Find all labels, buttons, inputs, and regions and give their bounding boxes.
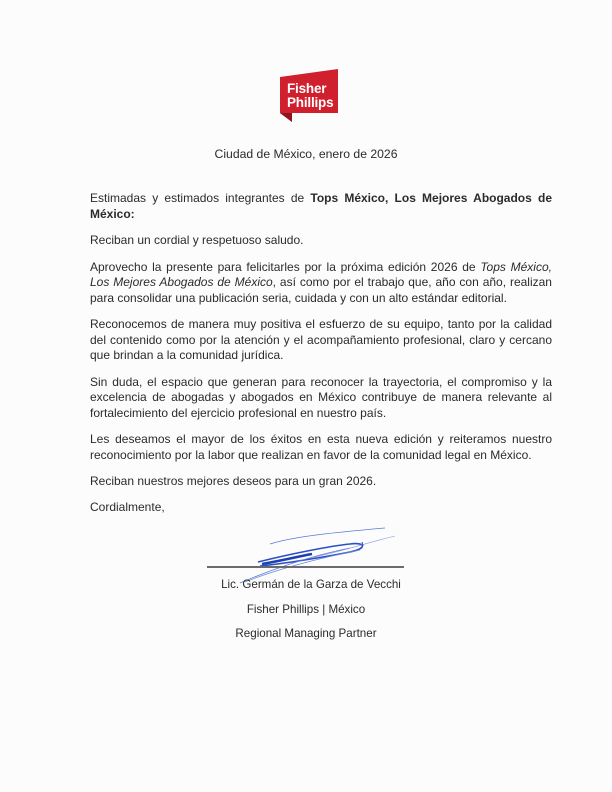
salutation-recipient: Tops México, Los Mejores Abogados de México: [90,191,552,221]
salutation-prefix: Estimadas y estimados integrantes de [90,191,311,205]
publication-title: Tops México, Los Mejores Abogados de México [90,259,552,289]
signer-name: Lic. Germán de la Garza de Vecchi [221,578,401,591]
closing: Cordialmente, [90,499,165,514]
paragraph-5: Reciban nuestros mejores deseos para un gran 2026. [90,474,377,488]
paragraph-1-text-a: Aprovecho la presente para felicitarles por la próxima edición 2026 de [90,259,481,274]
paragraph-3: Sin duda, el espacio que generan para reconocer la trayectoria, el compromiso y la excelencia de abogadas y abogados en México contribuye de manera relevante al fortalecimiento del ejercicio profesional en nuestro país. [90,374,552,420]
signer-title: Regional Managing Partner [235,627,377,640]
logo-line-2: Phillips [287,95,334,110]
letter-body [90,191,552,526]
logo-wordmark [287,82,333,110]
paragraph-1-text-b: , así como por el trabajo que, año con año, realizan para consolidar una publicación seria, cuidada y con un alto estándar editorial. [90,275,552,305]
paragraph-2: Reconocemos de manera muy positiva el esfuerzo de su equipo, tanto por la calidad del contenido como por la atención y el acompañamiento profesional, claro y cercano que brindan a la comunidad jurídica. [90,317,552,362]
logo-line-1: Fisher [287,81,327,96]
paragraph-1 [90,260,552,307]
salutation [90,191,552,222]
greeting: Reciban un cordial y respetuoso saludo. [90,233,304,247]
signer-firm: Fisher Phillips | México [246,603,366,616]
fisher-phillips-logo [280,69,338,122]
signature-line [207,566,404,568]
date-line: Ciudad de México, enero de 2026 [214,147,398,161]
paragraph-4: Les deseamos el mayor de los éxitos en esta nueva edición y reiteramos nuestro reconocimiento por la labor que realizan en favor de la comunidad legal en México. [90,432,552,462]
